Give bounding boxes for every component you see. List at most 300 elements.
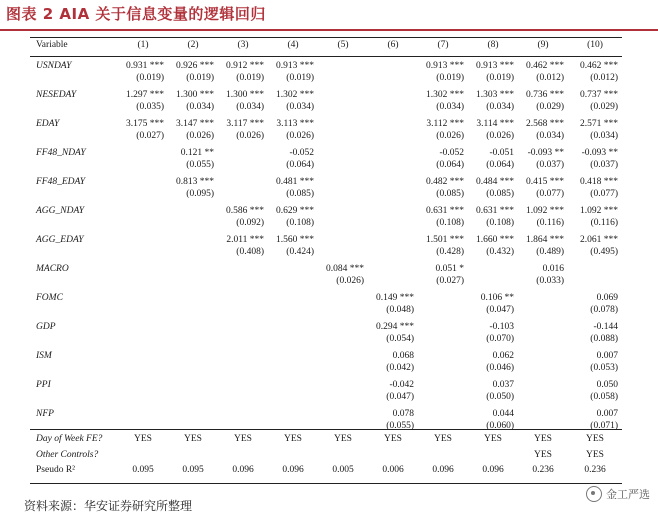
coefficient-cell: 1.864 *** [526,235,564,245]
se-row [30,421,622,433]
std-error-cell [168,276,218,288]
std-error-cell: (0.029) [590,101,618,112]
variable-name: PPI [36,380,51,390]
std-error-cell [318,102,368,114]
std-error-cell [168,334,218,346]
coefficient-cell: -0.042 [389,380,414,390]
coefficient-cell: 1.297 *** [126,90,164,100]
coefficient-cell [318,380,368,392]
coef-row [30,119,622,131]
coef-row [30,351,622,363]
std-error-cell: (0.108) [486,217,514,228]
se-label-spacer [30,160,118,172]
std-error-cell: (0.047) [386,391,414,402]
coefficient-cell [368,235,418,247]
variable-name: FF48_NDAY [36,148,86,158]
coefficient-cell [268,264,318,276]
se-row [30,102,622,114]
footer-value: YES [384,434,402,444]
footer-row [30,465,622,477]
std-error-cell [268,334,318,346]
std-error-cell [418,305,468,317]
se-label-spacer [30,73,118,85]
coefficient-cell: 0.484 *** [476,177,514,187]
std-error-cell [268,392,318,404]
footer-label: Day of Week FE? [36,434,103,444]
std-error-cell [218,334,268,346]
coefficient-cell: 1.302 *** [426,90,464,100]
coefficient-cell [168,264,218,276]
coefficient-cell: 0.007 [596,351,618,361]
std-error-cell [368,73,418,85]
std-error-cell [318,247,368,259]
std-error-cell [168,247,218,259]
std-error-cell: (0.026) [486,130,514,141]
std-error-cell: (0.050) [486,391,514,402]
std-error-cell [318,421,368,433]
footer-value: YES [134,434,152,444]
std-error-cell [418,334,468,346]
footer-value: 0.096 [432,465,454,475]
se-label-spacer [30,276,118,288]
wechat-icon [586,486,602,502]
coefficient-cell [318,322,368,334]
std-error-cell [218,276,268,288]
coefficient-cell [368,90,418,102]
coefficient-cell: 2.061 *** [580,235,618,245]
coefficient-cell [218,351,268,363]
coefficient-cell: -0.103 [489,322,514,332]
std-error-cell: (0.424) [286,246,314,257]
std-error-cell: (0.034) [286,101,314,112]
coefficient-cell [318,90,368,102]
coef-row [30,409,622,421]
coefficient-cell [318,409,368,421]
std-error-cell [118,189,168,201]
std-error-cell: (0.034) [486,101,514,112]
std-error-cell [418,363,468,375]
std-error-cell: (0.064) [286,159,314,170]
footer-value [318,450,368,462]
std-error-cell: (0.034) [186,101,214,112]
std-error-cell: (0.019) [186,72,214,83]
std-error-cell [118,392,168,404]
std-error-cell [318,305,368,317]
std-error-cell: (0.019) [436,72,464,83]
table-header [30,40,622,52]
footer-value: 0.096 [232,465,254,475]
footer-value: YES [534,449,552,460]
variable-header: Variable [36,40,68,50]
std-error-cell: (0.033) [536,275,564,286]
std-error-cell [468,276,518,288]
coefficient-cell: 0.062 [492,351,514,361]
coefficient-cell: 0.007 [596,409,618,419]
std-error-cell: (0.019) [136,72,164,83]
footer-value [168,450,218,462]
footer-value: YES [184,434,202,444]
coefficient-cell: -0.093 ** [527,148,564,158]
se-label-spacer [30,218,118,230]
coefficient-cell [268,409,318,421]
std-error-cell: (0.012) [590,72,618,83]
coefficient-cell [218,264,268,276]
std-error-cell [268,363,318,375]
se-row [30,160,622,172]
coefficient-cell: 0.462 *** [526,61,564,71]
coefficient-cell: 0.737 *** [580,90,618,100]
std-error-cell [168,218,218,230]
model-column-header: (2) [187,40,199,50]
title-underline [0,29,658,31]
std-error-cell [368,276,418,288]
footer-value: 0.095 [182,465,204,475]
std-error-cell: (0.408) [236,246,264,257]
footer-value: YES [234,434,252,444]
std-error-cell [518,392,568,404]
coefficient-cell: 1.300 *** [176,90,214,100]
std-error-cell [118,421,168,433]
coefficient-cell [368,264,418,276]
footer-label: Other Controls? [36,449,99,460]
coefficient-cell [118,235,168,247]
coefficient-cell: 0.078 [392,409,414,419]
std-error-cell: (0.054) [386,333,414,344]
coef-row [30,148,622,160]
std-error-cell [418,421,468,433]
table-footer [30,434,622,481]
std-error-cell: (0.037) [590,159,618,170]
coefficient-cell [168,235,218,247]
footer-value [268,450,318,462]
coefficient-cell: 0.462 *** [580,61,618,71]
se-row [30,131,622,143]
std-error-cell [318,218,368,230]
coefficient-cell [418,409,468,421]
coefficient-cell: 3.175 *** [126,119,164,129]
std-error-cell: (0.495) [590,246,618,257]
coefficient-cell [318,148,368,160]
std-error-cell: (0.077) [536,188,564,199]
coef-row [30,264,622,276]
coef-row [30,177,622,189]
coefficient-cell: 0.418 *** [580,177,618,187]
std-error-cell: (0.071) [590,420,618,431]
se-label-spacer [30,334,118,346]
footer-value [218,450,268,462]
coefficient-cell: 0.084 *** [326,264,364,274]
coefficient-cell: 3.114 *** [476,119,514,129]
se-label-spacer [30,421,118,433]
coefficient-cell: 0.586 *** [226,206,264,216]
coefficient-cell [218,148,268,160]
footer-value: 0.095 [132,465,154,475]
footer-value: YES [586,434,604,444]
std-error-cell [568,276,622,288]
coefficient-cell [168,351,218,363]
coefficient-cell [118,293,168,305]
std-error-cell: (0.108) [286,217,314,228]
se-row [30,189,622,201]
std-error-cell [218,305,268,317]
coefficient-cell: 0.050 [596,380,618,390]
std-error-cell: (0.026) [436,130,464,141]
std-error-cell: (0.047) [486,304,514,315]
coef-row [30,235,622,247]
std-error-cell: (0.432) [486,246,514,257]
coefficient-cell: -0.052 [439,148,464,158]
coefficient-cell: 0.415 *** [526,177,564,187]
footer-value: YES [534,434,552,444]
std-error-cell: (0.042) [386,362,414,373]
coefficient-cell: -0.051 [489,148,514,158]
std-error-cell: (0.046) [486,362,514,373]
std-error-cell: (0.108) [436,217,464,228]
footer-value: YES [334,434,352,444]
header-bottom-rule [30,56,622,57]
std-error-cell [418,392,468,404]
se-row [30,276,622,288]
std-error-cell: (0.019) [236,72,264,83]
table-top-rule [30,37,622,38]
std-error-cell [168,421,218,433]
coefficient-cell: 0.044 [492,409,514,419]
footer-value [118,450,168,462]
coefficient-cell [268,351,318,363]
coefficient-cell [368,148,418,160]
footer-value: 0.006 [382,465,404,475]
coefficient-cell: 1.560 *** [276,235,314,245]
std-error-cell: (0.026) [236,130,264,141]
std-error-cell [318,363,368,375]
coefficient-cell [368,206,418,218]
se-label-spacer [30,131,118,143]
coefficient-cell: 0.912 *** [226,61,264,71]
footer-value: 0.236 [584,465,606,475]
coef-row [30,322,622,334]
footer-value: 0.096 [482,465,504,475]
coefficient-cell: 0.913 *** [276,61,314,71]
coefficient-cell [468,264,518,276]
std-error-cell: (0.060) [486,420,514,431]
std-error-cell: (0.048) [386,304,414,315]
coefficient-cell [418,293,468,305]
variable-name: FOMC [36,293,63,303]
std-error-cell: (0.095) [186,188,214,199]
se-row [30,334,622,346]
coefficient-cell: 1.092 *** [580,206,618,216]
footer-value: YES [284,434,302,444]
coefficient-cell: 0.926 *** [176,61,214,71]
std-error-cell: (0.019) [286,72,314,83]
coefficient-cell [118,409,168,421]
coefficient-cell [368,61,418,73]
footer-label: Pseudo R² [36,465,76,475]
coefficient-cell: 0.631 *** [426,206,464,216]
std-error-cell [218,363,268,375]
coefficient-cell [318,61,368,73]
footer-value [368,450,418,462]
coefficient-cell [518,409,568,421]
variable-name: USNDAY [36,61,72,71]
coefficient-cell [518,351,568,363]
std-error-cell [168,363,218,375]
coefficient-cell: 0.813 *** [176,177,214,187]
variable-name: EDAY [36,119,60,129]
variable-name: NFP [36,409,54,419]
coefficient-cell [118,148,168,160]
coef-row [30,61,622,73]
std-error-cell [518,363,568,375]
std-error-cell [368,218,418,230]
std-error-cell: (0.026) [286,130,314,141]
coefficient-cell [218,177,268,189]
footer-value: 0.096 [282,465,304,475]
footer-value [468,450,518,462]
std-error-cell: (0.055) [386,420,414,431]
std-error-cell: (0.085) [486,188,514,199]
coefficient-cell [368,119,418,131]
footer-row [30,434,622,446]
std-error-cell: (0.116) [590,217,618,228]
std-error-cell: (0.489) [536,246,564,257]
std-error-cell: (0.428) [436,246,464,257]
coefficient-cell [218,293,268,305]
std-error-cell: (0.034) [436,101,464,112]
std-error-cell: (0.116) [536,217,564,228]
se-label-spacer [30,189,118,201]
std-error-cell [368,102,418,114]
model-column-header: (5) [337,40,349,50]
std-error-cell: (0.085) [436,188,464,199]
variable-name: AGG_EDAY [36,235,84,245]
body-bottom-rule [30,429,622,430]
coefficient-cell [518,322,568,334]
std-error-cell: (0.053) [590,362,618,373]
coefficient-cell [218,380,268,392]
se-label-spacer [30,102,118,114]
coefficient-cell: 0.294 *** [376,322,414,332]
model-column-header: (9) [537,40,549,50]
coefficient-cell: -0.093 ** [581,148,618,158]
coefficient-cell [418,351,468,363]
footer-value: 0.005 [332,465,354,475]
std-error-cell: (0.034) [590,130,618,141]
row-gap [30,477,622,481]
gap-cell [30,477,622,481]
coefficient-cell [218,322,268,334]
std-error-cell [218,160,268,172]
footer-value: 0.236 [532,465,554,475]
std-error-cell [368,247,418,259]
coefficient-cell: 0.482 *** [426,177,464,187]
coefficient-cell: 0.106 ** [480,293,514,303]
coefficient-cell: 3.112 *** [426,119,464,129]
coefficient-cell: 0.736 *** [526,90,564,100]
coefficient-cell: 0.913 *** [426,61,464,71]
coefficient-cell [168,380,218,392]
footer-value: YES [484,434,502,444]
variable-name: ISM [36,351,52,361]
std-error-cell: (0.055) [186,159,214,170]
std-error-cell [168,305,218,317]
coefficient-cell: 0.121 ** [180,148,214,158]
header-row [30,40,622,52]
coefficient-cell: 0.037 [492,380,514,390]
variable-name: NESEDAY [36,90,77,100]
watermark-text: 金工严选 [606,488,650,501]
coefficient-cell [318,206,368,218]
coefficient-cell: 0.913 *** [476,61,514,71]
std-error-cell: (0.064) [436,159,464,170]
coefficient-cell: 1.303 *** [476,90,514,100]
variable-name: FF48_EDAY [36,177,86,187]
table-body [30,61,622,438]
coefficient-cell [418,322,468,334]
std-error-cell [118,276,168,288]
se-label-spacer [30,392,118,404]
std-error-cell: (0.012) [536,72,564,83]
se-row [30,73,622,85]
coefficient-cell: 0.016 [542,264,564,274]
coefficient-cell [318,177,368,189]
coefficient-cell: 3.113 *** [276,119,314,129]
coefficient-cell: 0.481 *** [276,177,314,187]
source-note: 资料来源：华安证券研究所整理 [24,499,193,513]
std-error-cell [118,334,168,346]
coefficient-cell [118,264,168,276]
coefficient-cell: -0.052 [289,148,314,158]
std-error-cell: (0.037) [536,159,564,170]
table-bottom-rule [30,483,622,484]
std-error-cell: (0.035) [136,101,164,112]
std-error-cell: (0.027) [436,275,464,286]
coefficient-cell [118,177,168,189]
coefficient-cell: 1.660 *** [476,235,514,245]
variable-name: GDP [36,322,56,332]
std-error-cell [518,305,568,317]
coefficient-cell: 3.147 *** [176,119,214,129]
std-error-cell: (0.078) [590,304,618,315]
std-error-cell: (0.070) [486,333,514,344]
std-error-cell: (0.092) [236,217,264,228]
se-row [30,392,622,404]
footer-row [30,450,622,462]
coefficient-cell [168,409,218,421]
std-error-cell: (0.026) [186,130,214,141]
se-label-spacer [30,363,118,375]
std-error-cell [268,421,318,433]
coefficient-cell: 1.501 *** [426,235,464,245]
footer-value [418,450,468,462]
std-error-cell [368,131,418,143]
std-error-cell [318,392,368,404]
coefficient-cell [568,264,622,276]
variable-name: AGG_NDAY [36,206,85,216]
coefficient-cell: 3.117 *** [226,119,264,129]
std-error-cell [368,189,418,201]
coefficient-cell [168,293,218,305]
std-error-cell: (0.088) [590,333,618,344]
se-label-spacer [30,247,118,259]
coefficient-cell: -0.144 [593,322,618,332]
std-error-cell: (0.058) [590,391,618,402]
coefficient-cell [118,206,168,218]
coefficient-cell [268,293,318,305]
std-error-cell [118,247,168,259]
figure-title: 图表 2 AIA 关于信息变量的逻辑回归 [6,5,266,23]
se-label-spacer [30,305,118,317]
